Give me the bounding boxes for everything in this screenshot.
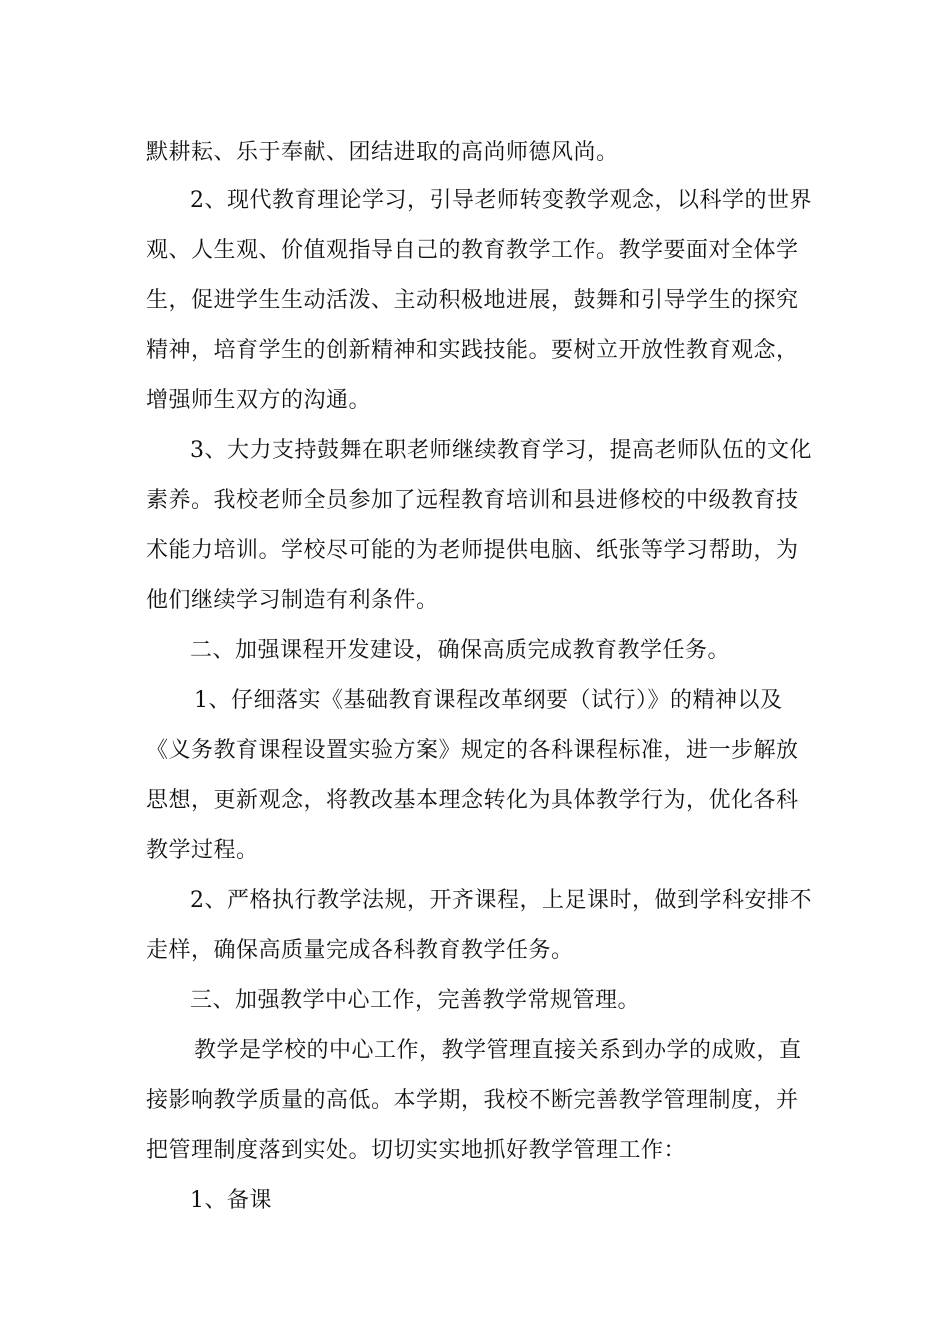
text-line: 2、严格执行教学法规，开齐课程，上足课时，做到学科安排不 — [190, 888, 812, 913]
text-line: 精神，培育学生的创新精神和实践技能。要树立开放性教育观念， — [146, 338, 799, 363]
text-line: 3、大力支持鼓舞在职老师继续教育学习，提高老师队伍的文化 — [190, 438, 812, 463]
text-line: 把管理制度落到实处。切切实实地抓好教学管理工作： — [146, 1138, 687, 1163]
text-line: 术能力培训。学校尽可能的为老师提供电脑、纸张等学习帮助，为 — [146, 538, 799, 563]
section-heading: 三、加强教学中心工作，完善教学常规管理。 — [190, 988, 641, 1013]
text-line: 观、人生观、价值观指导自己的教育教学工作。教学要面对全体学 — [146, 238, 799, 263]
text-line: 教学是学校的中心工作，教学管理直接关系到办学的成败，直 — [194, 1038, 802, 1063]
text-line: 1、仔细落实《基础教育课程改革纲要（试行）》的精神以及 — [194, 688, 783, 713]
text-line: 生，促进学生生动活泼、主动积极地进展，鼓舞和引导学生的探究 — [146, 288, 799, 313]
text-line: 2、现代教育理论学习，引导老师转变教学观念，以科学的世界 — [190, 188, 812, 213]
text-line: 素养。我校老师全员参加了远程教育培训和县进修校的中级教育技 — [146, 488, 799, 513]
text-line: 增强师生双方的沟通。 — [146, 388, 372, 413]
section-heading: 二、加强课程开发建设，确保高质完成教育教学任务。 — [190, 638, 731, 663]
text-line: 《义务教育课程设置实验方案》规定的各科课程标准，进一步解放 — [146, 738, 799, 763]
text-line: 他们继续学习制造有利条件。 — [146, 588, 439, 613]
text-line: 默耕耘、乐于奉献、团结进取的高尚师德风尚。 — [146, 140, 619, 165]
text-line: 走样，确保高质量完成各科教育教学任务。 — [146, 938, 574, 963]
text-line: 接影响教学质量的高低。本学期，我校不断完善教学管理制度，并 — [146, 1088, 799, 1113]
text-line: 思想，更新观念，将教改基本理念转化为具体教学行为，优化各科 — [146, 788, 799, 813]
text-line: 教学过程。 — [146, 838, 259, 863]
subsection-heading: 1、备课 — [190, 1188, 272, 1213]
